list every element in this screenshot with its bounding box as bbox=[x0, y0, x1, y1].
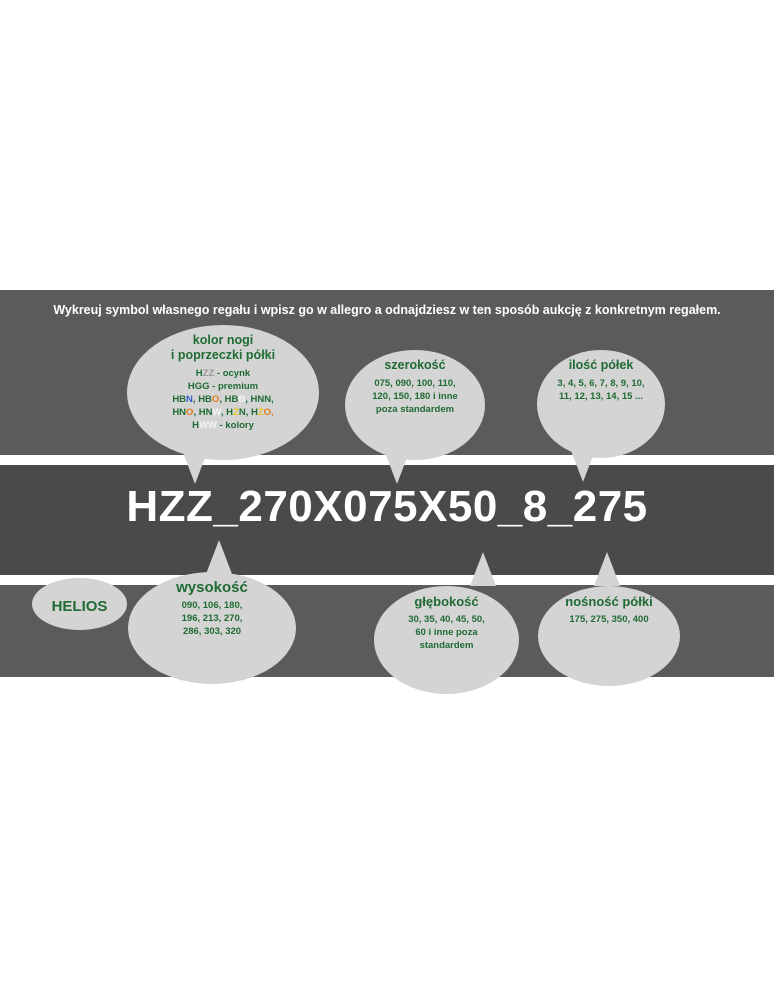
nosnosc-line-1: 175, 275, 350, 400 bbox=[569, 614, 649, 625]
bubble-glebokosc-body bbox=[384, 613, 509, 652]
glebokosc-line-3: standardem bbox=[419, 640, 474, 651]
ilosc-line-1: 3, 4, 5, 6, 7, 8, 9, 10, bbox=[557, 378, 645, 389]
bubble-kolor-nogi-title bbox=[137, 333, 309, 363]
bubble-tail-glebokosc bbox=[470, 552, 496, 586]
bubble-ilosc-polek bbox=[537, 350, 665, 458]
bubble-szerokosc bbox=[345, 350, 485, 460]
kolor-line-4: HNO, HNW, HŻN, HŻO, bbox=[172, 407, 274, 418]
bubble-ilosc-polek-body bbox=[547, 377, 655, 403]
glebokosc-line-1: 30, 35, 40, 45, 50, bbox=[408, 614, 485, 625]
bubble-glebokosc-title: głębokość bbox=[414, 594, 479, 609]
headline-text: Wykreuj symbol własnego regału i wpisz go w allegro a odnajdziesz w ten sposób aukcję z konkretnym regałem. bbox=[53, 303, 721, 317]
wysokosc-line-3: 286, 303, 320 bbox=[182, 626, 242, 637]
szerokosc-line-3: poza standardem bbox=[375, 404, 455, 415]
bubble-wysokosc bbox=[128, 572, 296, 684]
symbol-explainer-diagram bbox=[0, 290, 774, 700]
bubble-szerokosc-title: szerokość bbox=[384, 358, 446, 372]
ilosc-line-2: 11, 12, 13, 14, 15 ... bbox=[559, 391, 643, 402]
bubble-nosnosc-polki-title: nośność półki bbox=[565, 594, 653, 609]
kolor-line-5: HWW - kolory bbox=[192, 420, 254, 431]
product-code: HZZ_270X075X50_8_275 bbox=[126, 482, 648, 531]
bubble-nosnosc-polki-body bbox=[548, 613, 670, 626]
bubble-kolor-nogi-title-line1: kolor nogi bbox=[192, 333, 254, 347]
wysokosc-line-2: 196, 213, 270, bbox=[181, 613, 243, 624]
kolor-line-2: HGG - premium bbox=[187, 381, 259, 392]
kolor-line-1: HZZ - ocynk bbox=[195, 368, 251, 379]
wysokosc-line-1: 090, 106, 180, bbox=[181, 600, 243, 611]
glebokosc-line-2: 60 i inne poza bbox=[415, 627, 478, 638]
bubble-kolor-nogi-title-line2: i poprzeczki półki bbox=[170, 348, 276, 362]
bubble-tail-nosnosc bbox=[594, 552, 620, 586]
bubble-wysokosc-title: wysokość bbox=[176, 579, 248, 596]
bubble-tail-wysokosc bbox=[206, 540, 232, 574]
szerokosc-line-2: 120, 150, 180 i inne bbox=[372, 391, 458, 402]
kolor-line-3: HBN, HBO, HBB, HNN, bbox=[172, 394, 274, 405]
bubble-kolor-nogi-body bbox=[137, 367, 309, 432]
bubble-glebokosc bbox=[374, 586, 519, 694]
szerokosc-line-1: 075, 090, 100, 110, bbox=[374, 378, 456, 389]
bubble-helios-title: HELIOS bbox=[51, 598, 108, 615]
bubble-nosnosc-polki bbox=[538, 586, 680, 686]
bubble-ilosc-polek-title: ilość półek bbox=[568, 358, 634, 372]
bubble-wysokosc-body bbox=[138, 599, 286, 638]
bubble-helios bbox=[32, 578, 127, 630]
bubble-szerokosc-body bbox=[355, 377, 475, 416]
bubble-kolor-nogi bbox=[127, 325, 319, 460]
